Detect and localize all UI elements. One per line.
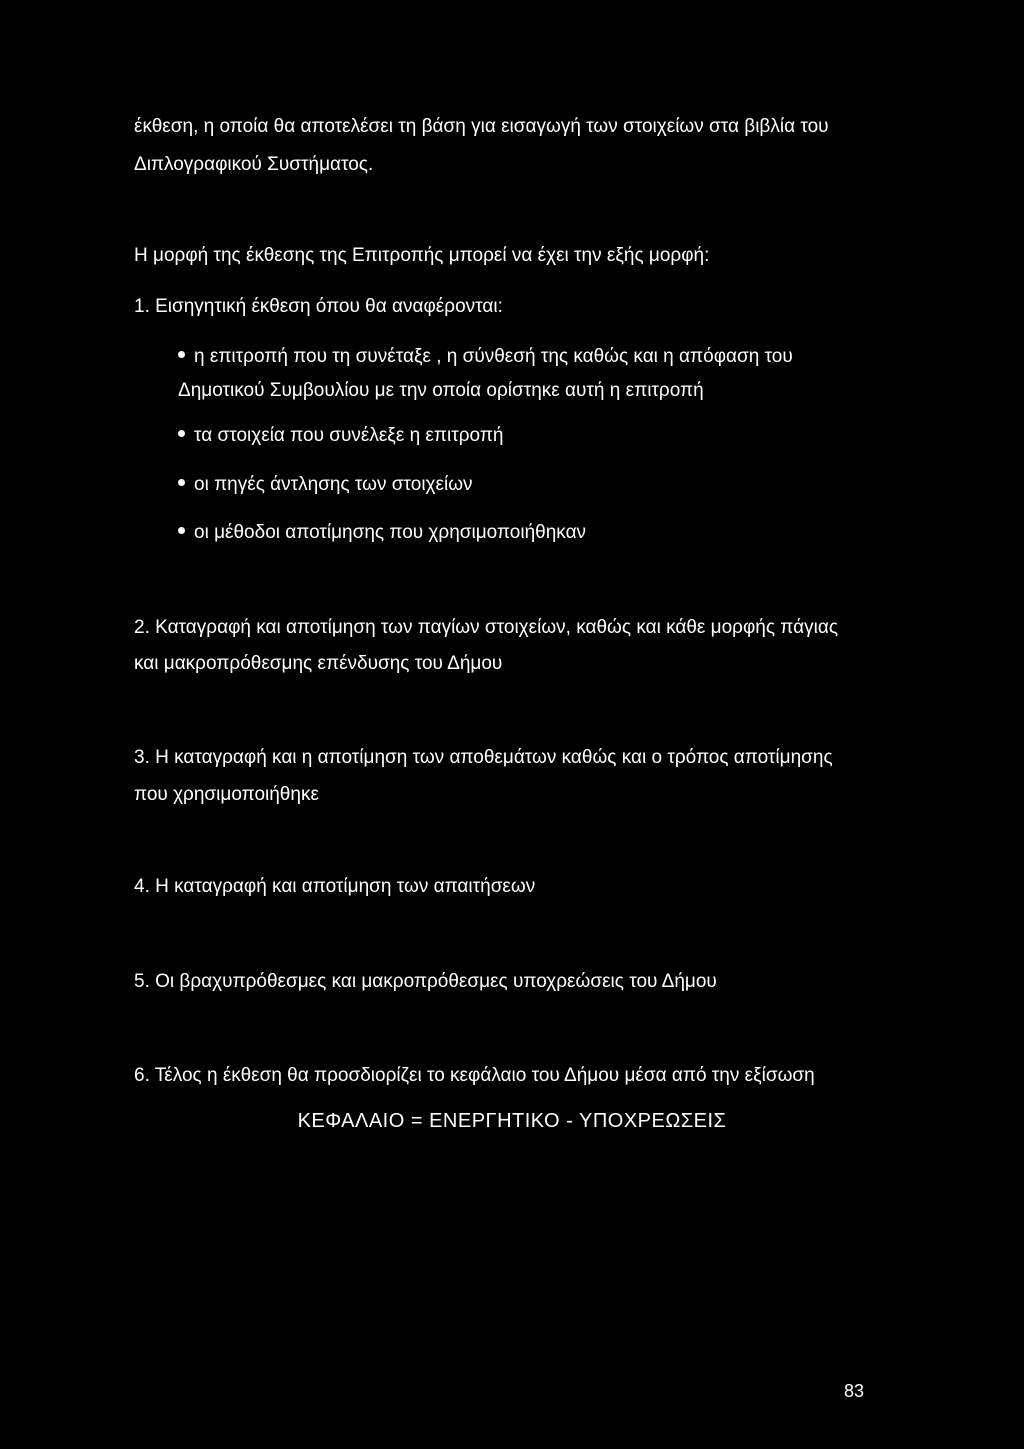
item-3-line-1: 3. Η καταγραφή και η αποτίμηση των αποθεμάτων καθώς και ο τρόπος αποτίμησης [134, 747, 833, 768]
bullet-item-1 [178, 345, 793, 369]
bullet-icon [178, 479, 185, 486]
bullet-icon [178, 527, 185, 534]
item-2-line-2: και μακροπρόθεσμης επένδυσης του Δήμου [134, 653, 503, 674]
item-5: 5. Οι βραχυπρόθεσμες και μακροπρόθεσμες υποχρεώσεις του Δήμου [134, 971, 717, 992]
capital-equation: ΚΕΦΑΛΑΙΟ = ΕΝΕΡΓΗΤΙΚΟ - ΥΠΟΧΡΕΩΣΕΙΣ [297, 1110, 727, 1132]
item-3-line-2: που χρησιμοποιήθηκε [134, 784, 319, 805]
bullet-item-1-continuation: Δημοτικού Συμβουλίου με την οποία ορίστηκε αυτή η επιτροπή [178, 380, 704, 401]
bullet-icon [178, 430, 185, 437]
bullet-item-2-text: τα στοιχεία που συνέλεξε η επιτροπή [194, 425, 504, 446]
bullet-item-4 [178, 521, 586, 545]
bullet-item-2 [178, 424, 504, 448]
bullet-item-4-text: οι μέθοδοι αποτίμησης που χρησιμοποιήθηκαν [194, 522, 587, 543]
intro-text-line-2: Διπλογραφικού Συστήματος. [134, 154, 374, 175]
bullet-item-3-text: οι πηγές άντλησης των στοιχείων [194, 474, 473, 495]
page-number: 83 [843, 1381, 864, 1401]
item-1-heading: 1. Εισηγητική έκθεση όπου θα αναφέρονται: [134, 296, 503, 317]
bullet-icon [178, 351, 185, 358]
item-6: 6. Τέλος η έκθεση θα προσδιορίζει το κεφάλαιο του Δήμου μέσα από την εξίσωση [134, 1065, 815, 1086]
bullet-item-1-text: η επιτροπή που τη συνέταξε , η σύνθεσή της καθώς και η απόφαση του [194, 346, 793, 367]
intro-text-line-1: έκθεση, η οποία θα αποτελέσει τη βάση για εισαγωγή των στοιχείων στα βιβλία του [134, 116, 829, 137]
form-heading: Η μορφή της έκθεσης της Επιτροπής μπορεί να έχει την εξής μορφή: [134, 245, 710, 266]
bullet-item-3 [178, 473, 473, 497]
item-2-line-1: 2. Καταγραφή και αποτίμηση των παγίων στοιχείων, καθώς και κάθε μορφής πάγιας [134, 617, 838, 638]
item-4: 4. Η καταγραφή και αποτίμηση των απαιτήσεων [134, 876, 536, 897]
